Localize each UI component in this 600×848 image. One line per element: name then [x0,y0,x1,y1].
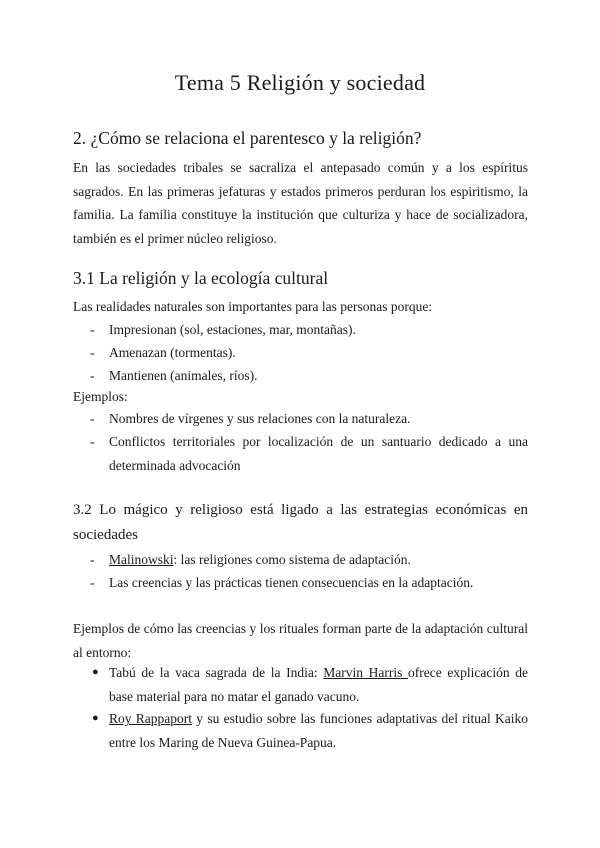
list-item-text: Nombres de vírgenes y sus relaciones con la naturaleza. [109,411,411,426]
list-item [90,341,528,365]
section-2-heading: 2. ¿Cómo se relaciona el parentesco y la religión? [73,128,422,148]
bullet-item [90,661,528,708]
roy-rappaport-link[interactable]: Roy Rappaport [109,711,193,726]
list-item-text: Mantienen (animales, ríos). [109,368,258,383]
list-item-text: Amenazan (tormentas). [109,345,236,360]
section-3-2-heading: 3.2 Lo mágico y religioso está ligado a las estrategias económicas en sociedades [73,502,528,543]
dash-marker: - [90,368,95,383]
bullet-icon: ● [92,666,99,678]
list-item [90,364,528,388]
marvin-harris-link[interactable]: Marvin Harris [323,665,409,680]
bullet-pre: Tabú de la vaca sagrada de la India: [109,665,324,680]
list-item-rest: : las religiones como sistema de adaptación. [173,552,411,567]
list-item-text: Conflictos territoriales por localización de un santuario dedicado a una determinada advocación [109,434,528,473]
dash-marker: - [90,411,95,426]
dash-marker: - [90,575,95,590]
list-item [90,407,528,431]
examples-intro: Ejemplos de cómo las creencias y los rituales forman parte de la adaptación cultural al entorno: [73,621,528,660]
bullet-icon: ● [92,712,99,724]
section-3-1-intro: Las realidades naturales son importantes para las personas porque: [73,299,433,314]
section-2-body: En las sociedades tribales se sacraliza el antepasado común y a los espíritus sagrados. En las primeras jefaturas y estados primeros perduran los espiritismo, la familia. La familia constituye la institución que culturiza y hace de socializadora, también es el primer núcleo religioso. [73,160,528,246]
bullet-post: ofrece explicación de base material para no matar el ganado vacuno. [109,665,528,704]
list-item [90,548,528,572]
bullet-item [90,707,528,754]
dash-marker: - [90,552,95,567]
page-title: Tema 5 Religión y sociedad [174,70,426,95]
dash-marker: - [90,345,95,360]
bullet-item-text [90,661,528,708]
dash-marker: - [90,434,95,449]
list-item [90,571,528,595]
list-item-text: Las creencias y las prácticas tienen consecuencias en la adaptación. [109,575,474,590]
list-item-text [90,548,528,572]
dash-marker: - [90,322,95,337]
list-item-text: Impresionan (sol, estaciones, mar, montañas). [109,322,356,337]
malinowski-link[interactable]: Malinowski [109,552,174,567]
list-item [90,318,528,342]
bullet-post: y su estudio sobre las funciones adaptativas del ritual Kaiko entre los Maring de Nueva Guinea-Papua. [109,711,528,750]
section-3-1-heading: 3.1 La religión y la ecología cultural [73,268,329,288]
list-item [90,430,528,477]
examples-label: Ejemplos: [73,389,128,404]
bullet-item-text [90,707,528,754]
